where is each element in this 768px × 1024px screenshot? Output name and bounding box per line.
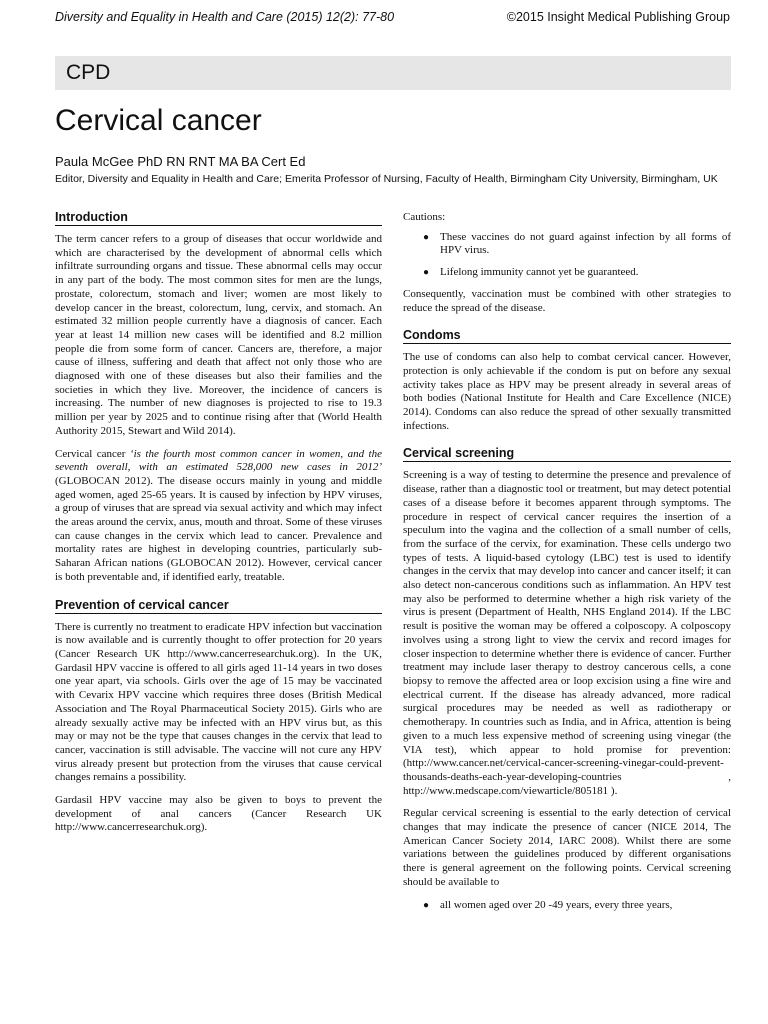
screening-item-text: all women aged over 20 -49 years, every three years, xyxy=(440,898,673,911)
list-item xyxy=(403,266,731,280)
screening-heading: Cervical screening xyxy=(403,446,731,462)
bullet-icon: ● xyxy=(423,899,430,911)
intro-p2-rest: (GLOBOCAN 2012). The disease occurs mainly in young and middle aged women, aged 25-65 years. It is caused by infection by HPV viruses, a group of viruses that are spread via sexual activity and which may infect the areas around the cervix, anus, mouth and throat. Some of these viruses can cause changes in the cervix which lead to cancer. Prevalence and mortality rates are highest in developing countries, particularly sub-Saharan African nations (GLOBOCAN 2012). However, cervical cancer is both preventable and, if identified early, treatable. xyxy=(55,474,382,583)
article-title: Cervical cancer xyxy=(55,104,262,137)
section-band: CPD xyxy=(55,56,731,90)
screening-list xyxy=(403,899,731,913)
intro-p2-start: Cervical cancer xyxy=(55,447,130,460)
right-column xyxy=(403,211,731,920)
prevention-paragraph-1: There is currently no treatment to eradicate HPV infection but vaccination is now available and is currently thought to offer protection for 20 years (Cancer Research UK http://www.cancerresearchuk.org). In the UK, Gardasil HPV vaccine is offered to all girls aged 11-14 years in two doses one year apart, via schools. Girls over the age of 15 may be vaccinated with Cevarix HPV vaccine which requires three doses (British Medical Association and The Royal Pharmaceutical Society 2015). Girls who are already sexually active may be infected with an HPV virus but, as this may or may not be the type that causes changes in the cervix that lead to cancer, vaccination is still advisable. The vaccine will not cure any HPV virus already present but protection from the viruses that cause cervical changes remains a possibility. xyxy=(55,620,382,784)
condoms-paragraph: The use of condoms can also help to combat cervical cancer. However, protection is only achievable if the condom is put on before any sexual activity takes place as HPV may be present already in several areas of both bodies (National Institute for Health and Care Excellence (NICE) 2014). Condoms can also reduce the spread of other sexually transmitted infections. xyxy=(403,351,731,432)
journal-citation: Diversity and Equality in Health and Care (2015) 12(2): 77-80 xyxy=(55,10,395,24)
cautions-list xyxy=(403,231,731,280)
cautions-label: Cautions: xyxy=(403,211,446,223)
screening-paragraph-2: Regular cervical screening is essential to the early detection of cervical changes that may indicate the presence of cancer (NICE 2014, The American Cancer Society 2014, IARC 2008). Whilst there are some variations between the guidelines produced by different organisations there is general agreement on the following points. Cervical screening should be available to xyxy=(403,807,731,888)
list-item xyxy=(403,231,731,258)
bullet-icon: ● xyxy=(423,267,430,279)
author-line: Paula McGee PhD RN RNT MA BA Cert Ed xyxy=(55,154,306,169)
condoms-heading: Condoms xyxy=(403,328,731,344)
caution-text: These vaccines do not guard against infection by all forms of HPV virus. xyxy=(440,230,731,257)
introduction-paragraph-1: The term cancer refers to a group of diseases that occur worldwide and which are characterised by the development of abnormal cells which infiltrate surrounding organs and tissue. These abnormal cells may occur in any part of the body. The most common sites for men are the lungs, prostate, colorectum, stomach and liver; women are most likely to develop cancer in the breast, colorectum, lung, cervix, and stomach. An estimated 32 million people currently have a diagnosis of cancer. Each year at least 14 million new cases will be identified and 8.2 million people die from some form of cancer. Cancers are, therefore, a major cause of illness, suffering and death that affect not only those who are diagnosed with one of these diseases but also their families and the societies in which they live. Moreover, the incidence of cancers is increasing. The number of new diagnoses is projected to rise to 19.3 million per year by 2025 and to continue rising after that (World Health Authority 2015, Stewart and Wild 2014). xyxy=(55,233,382,437)
introduction-heading: Introduction xyxy=(55,210,382,226)
copyright-notice: ©2015 Insight Medical Publishing Group xyxy=(506,10,730,24)
cautions-conclusion: Consequently, vaccination must be combined with other strategies to reduce the spread of the disease. xyxy=(403,287,731,314)
screening-paragraph-1: Screening is a way of testing to determine the presence and prevalence of disease, rather than a diagnostic tool or treatment, but may detect potential cases of a disease before it becomes apparent through symptoms. The procedure in respect of cervical cancer requires the insertion of a speculum into the vagina and the collection of a small number of cells, from the surface of the cervix, for examination. These cells undergo two types of tests. A liquid-based cytology (LBC) test is used to identify changes in the cervix that may develop into cancer and cancer itself; it can also detect non-cancerous conditions such as inflammation. An HPV test may also be performed to determine whether a high risk variety of the virus is present (Department of Health, NHS England 2014). If the LBC result is positive the woman may be offered a colposcopy. A colposcopy involves using a strong light to view the cervix and record images for closer inspection to determine whether there is evidence of cancer. Further treatment may include laser therapy to destroy cancerous cells, a cone biopsy to remove the affected area or loop excision using a fine wire and electrical current. If the disease has already advanced, more radical surgical procedures may be needed as well as radiotherapy or chemotherapy. In countries such as India, and in Africa, attention is being given to a much less expensive method of screening using vinegar (the VIA test), which appear to hold promise for prevention: (http://www.cancer.net/cervical-cancer-screening-vinegar-could-prevent-thousands-deaths-each-year-developing-countries , http://www.medscape.com/viewarticle/805181 ). xyxy=(403,469,731,797)
author-affiliation: Editor, Diversity and Equality in Health and Care; Emerita Professor of Nursing, Faculty of Health, Birmingham City University, Birmingham, UK xyxy=(55,173,718,185)
caution-text: Lifelong immunity cannot yet be guaranteed. xyxy=(440,266,639,279)
intro-p2-quote: ‘is the fourth most common cancer in women, and the seventh overall, with an estimated 528,000 new cases in 2012’ xyxy=(55,447,382,474)
prevention-paragraph-2: Gardasil HPV vaccine may also be given to boys to prevent the development of anal cancers (Cancer Research UK http://www.cancerresearchuk.org). xyxy=(55,794,382,834)
left-column xyxy=(55,210,382,844)
bullet-icon: ● xyxy=(423,231,430,243)
list-item xyxy=(403,899,731,913)
prevention-heading: Prevention of cervical cancer xyxy=(55,598,382,614)
introduction-paragraph-2 xyxy=(55,448,382,585)
